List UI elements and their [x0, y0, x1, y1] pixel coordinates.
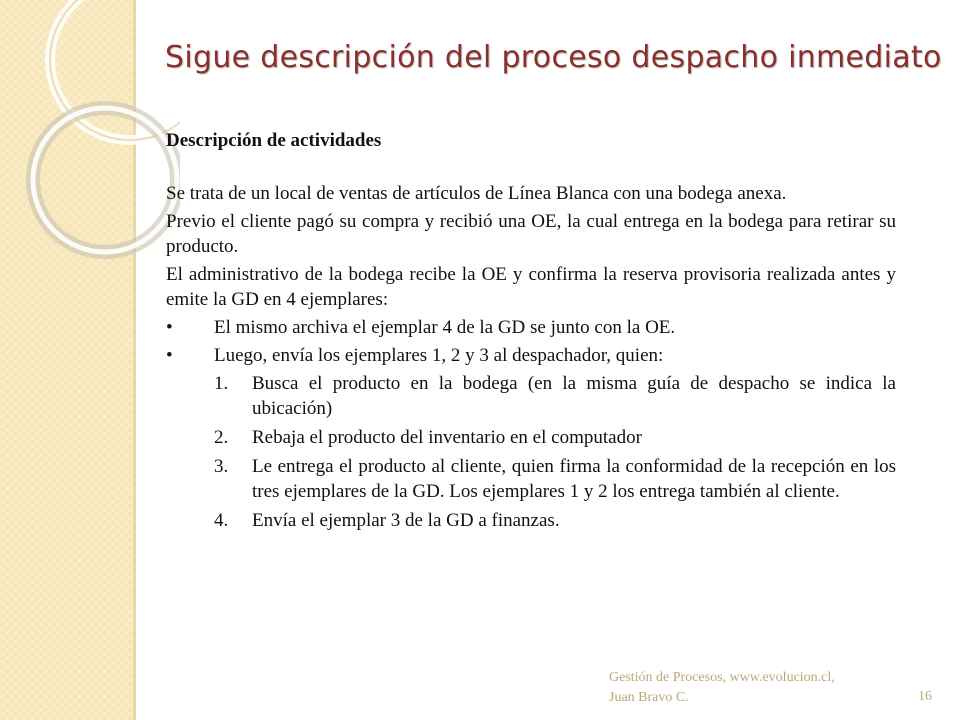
step-number: 3. — [214, 456, 229, 477]
footer-line: Juan Bravo C. — [609, 690, 689, 705]
footer-credit — [609, 668, 889, 708]
bullet-marker: • — [166, 317, 173, 338]
numbered-step — [214, 454, 896, 504]
decorative-circles — [0, 0, 180, 300]
paragraph: Previo el cliente pagó su compra y recibió una OE, la cual entrega en la bodega para retirar su producto. — [166, 211, 896, 257]
step-text: Envía el ejemplar 3 de la GD a finanzas. — [252, 510, 560, 531]
slide-body — [166, 128, 896, 537]
bullet-text: Luego, envía los ejemplares 1, 2 y 3 al despachador, quien: — [214, 345, 664, 366]
footer-line: Gestión de Procesos, www.evolucion.cl, — [609, 670, 835, 685]
section-heading: Descripción de actividades — [166, 130, 382, 151]
page-number: 16 — [918, 689, 932, 704]
paragraph: Se trata de un local de ventas de artículos de Línea Blanca con una bodega anexa. — [166, 183, 787, 204]
numbered-step — [214, 371, 896, 421]
step-number: 1. — [214, 373, 229, 394]
slide-title: Sigue descripción del proceso despacho inmediato — [165, 40, 942, 75]
bullet-item — [166, 343, 896, 368]
step-text: Rebaja el producto del inventario en el computador — [252, 427, 642, 448]
step-number: 2. — [214, 427, 229, 448]
step-text: Le entrega el producto al cliente, quien firma la conformidad de la recepción en los tres ejemplares de la GD. Los ejemplares 1 y 2 los entrega también al cliente. — [252, 456, 896, 502]
bullet-text: El mismo archiva el ejemplar 4 de la GD se junto con la OE. — [214, 317, 676, 338]
paragraph: El administrativo de la bodega recibe la OE y confirma la reserva provisoria realizada antes y emite la GD en 4 ejemplares: — [166, 264, 896, 310]
bullet-item — [166, 315, 896, 340]
step-text: Busca el producto en la bodega (en la misma guía de despacho se indica la ubicación) — [252, 373, 896, 419]
numbered-step — [214, 425, 896, 450]
numbered-step — [214, 508, 896, 533]
step-number: 4. — [214, 510, 229, 531]
bullet-marker: • — [166, 345, 173, 366]
